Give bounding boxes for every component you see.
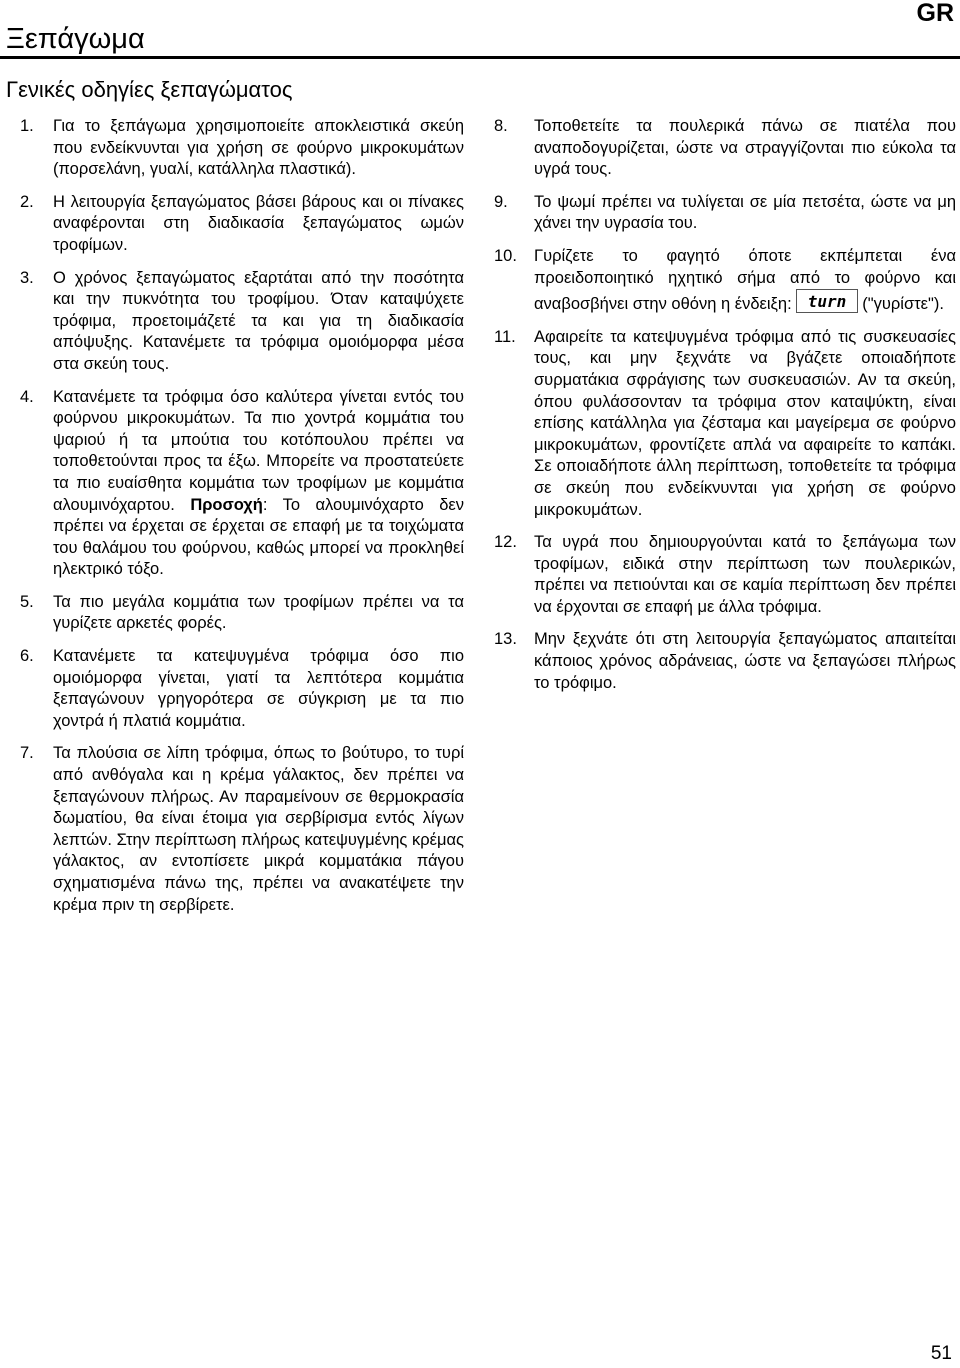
list-item <box>494 327 956 521</box>
page-title: Ξεπάγωμα <box>6 23 145 55</box>
list-item <box>494 116 956 181</box>
item-text: Τοποθετείτε τα πουλερικά πάνω σε πιατέλα που αναποδογυρίζεται, ώστε να στραγγίζονται πιο εύκολα τα υγρά τους. <box>534 117 956 179</box>
item-number: 8. <box>494 117 508 135</box>
item-number: 5. <box>20 592 34 611</box>
list-item <box>494 246 956 316</box>
turn-display-text: turn <box>807 292 846 312</box>
item-text: Μην ξεχνάτε ότι στη λειτουργία ξεπαγώματος απαιτείται κάποιος χρόνος αδράνειας, ώστε να ξεπαγώσει πλήρως το τρόφιμο. <box>534 630 956 692</box>
list-item <box>494 532 956 618</box>
left-column-list <box>20 116 464 927</box>
item-number: 13. <box>494 630 517 649</box>
item-number: 1. <box>20 117 34 135</box>
item-number: 2. <box>20 192 34 211</box>
item-number: 6. <box>20 647 34 666</box>
item-text: Το ψωμί πρέπει να τυλίγεται σε μία πετσέτα, ώστε να μη χάνει την υγρασία του. <box>534 192 956 233</box>
item-text-part: Γυρίζετε το φαγητό όποτε εκπέμπεται ένα προειδοποιητικό ηχητικό σήμα από το φούρνο και αναβοσβήνει στην οθόνη η ένδειξη: <box>534 246 956 314</box>
item-text: Για το ξεπάγωμα χρησιμοποιείτε αποκλειστικά σκεύη που ενδείκνυνται για χρήση σε φούρνο μικροκυμάτων (πορσελάνη, γυαλί, κατάλληλα πλαστικά). <box>53 117 464 179</box>
list-item <box>494 192 956 235</box>
item-text-part: : Το αλουμινόχαρτο δεν πρέπει να έρχεται σε έρχεται σε επαφή με τα τοιχώματα του θαλάμου του φούρνου, καθώς μπορεί να προκληθεί ηλεκτρικό τόξο. <box>53 495 464 579</box>
item-text-part: ("γυρίστε"). <box>857 295 944 314</box>
item-text: Ο χρόνος ξεπαγώματος εξαρτάται από την ποσότητα και την πυκνότητα του τροφίμου. Όταν καταψύχετε τρόφιμα, προετοιμάζετέ τα και για τη διαδικασία απόψυξης. Κατανέμετε τα τρόφιμα ομοιόμορφα μέσα στα σκεύη τους. <box>53 268 464 373</box>
list-item <box>20 646 464 732</box>
list-item <box>20 192 464 257</box>
item-number: 4. <box>20 387 34 406</box>
item-text: Η λειτουργία ξεπαγώματος βάσει βάρους και οι πίνακες αναφέρονται στη διαδικασία ξεπαγώματος ωμών τροφίμων. <box>53 192 464 254</box>
item-text: Αφαιρείτε τα κατεψυγμένα τρόφιμα από τις συσκευασίες τους, και μην ξεχνάτε να βγάζετε οποιαδήποτε συρματάκια σφράγισης των συσκευασιών. Αν τα σκεύη, όπου φυλάσσονταν τα τρόφιμα στον καταψύκτη, είναι επίσης κατάλληλα για ζέσταμα και μαγείρεμα σε φούρνο μικροκυμάτων, φροντίζετε απλά να αφαιρείτε το καπάκι. Σε οποιαδήποτε άλλη περίπτωση, τοποθετείτε τα τρόφιμα σε σκεύη που ενδείκνυνται για χρήση σε φούρνο μικροκυμάτων. <box>534 327 956 519</box>
item-text: Τα πλούσια σε λίπη τρόφιμα, όπως το βούτυρο, το τυρί από ανθόγαλα και η κρέμα γάλακτος, δεν πρέπει να ξεπαγώνουν πλήρως. Αν παραμείνουν σε θερμοκρασία δωματίου, θα είναι έτοιμα για σερβίρισμα εντός λίγων λεπτών. Στην περίπτωση πλήρως κατεψυγμένης κρέμας γάλακτος, αν εντοπίσετε μικρά κομματάκια πάγου σχηματισμένα πάνω της, πρέπει να ανακατέψετε την κρέμα πριν τη σερβίρετε. <box>53 744 464 914</box>
right-column-list <box>494 116 956 705</box>
list-item <box>20 116 464 181</box>
item-text <box>53 387 464 581</box>
item-number: 10. <box>494 246 517 265</box>
header-rule <box>0 56 960 59</box>
list-item <box>20 592 464 635</box>
list-item <box>20 268 464 376</box>
section-title: Γενικές οδηγίες ξεπαγώματος <box>6 77 293 102</box>
item-text-part: Κατανέμετε τα τρόφιμα όσο καλύτερα γίνεται εντός του φούρνου μικροκυμάτων. Τα πιο χοντρά κομμάτια του ψαριού ή τα μπούτια του κοτόπουλου πρέπει να τοποθετούνται προς τα έξω. Μπορείτε να προστατεύετε τα πιο ευαίσθητα κομμάτια των τροφίμων με κομμάτια αλουμινόχαρτου. <box>53 387 464 514</box>
item-number: 12. <box>494 533 517 552</box>
item-number: 9. <box>494 192 508 211</box>
turn-display-icon <box>796 289 858 313</box>
language-code: GR <box>916 0 954 27</box>
page-number: 51 <box>930 1343 952 1364</box>
item-text <box>534 246 956 316</box>
item-number: 7. <box>20 744 34 763</box>
list-item <box>20 743 464 916</box>
item-text: Κατανέμετε τα κατεψυγμένα τρόφιμα όσο πιο ομοιόμορφα γίνεται, γιατί τα λεπτότερα κομμάτια ξεπαγώνουν γρηγορότερα σε σύγκριση με τα πιο χοντρά ή πλατιά κομμάτια. <box>53 647 464 730</box>
list-item <box>494 629 956 694</box>
warning-label: Προσοχή <box>190 495 263 514</box>
item-text: Τα υγρά που δημιουργούνται κατά το ξεπάγωμα των τροφίμων, ειδικά στην περίπτωση των πουλερικών, πρέπει να πετιούνται και σε καμία περίπτωση δεν πρέπει να έρχονται σε επαφή με άλλα τρόφιμα. <box>534 533 956 616</box>
item-number: 3. <box>20 268 34 287</box>
item-number: 11. <box>494 327 516 346</box>
item-text: Τα πιο μεγάλα κομμάτια των τροφίμων πρέπει να τα γυρίζετε αρκετές φορές. <box>53 592 464 633</box>
list-item <box>20 387 464 581</box>
